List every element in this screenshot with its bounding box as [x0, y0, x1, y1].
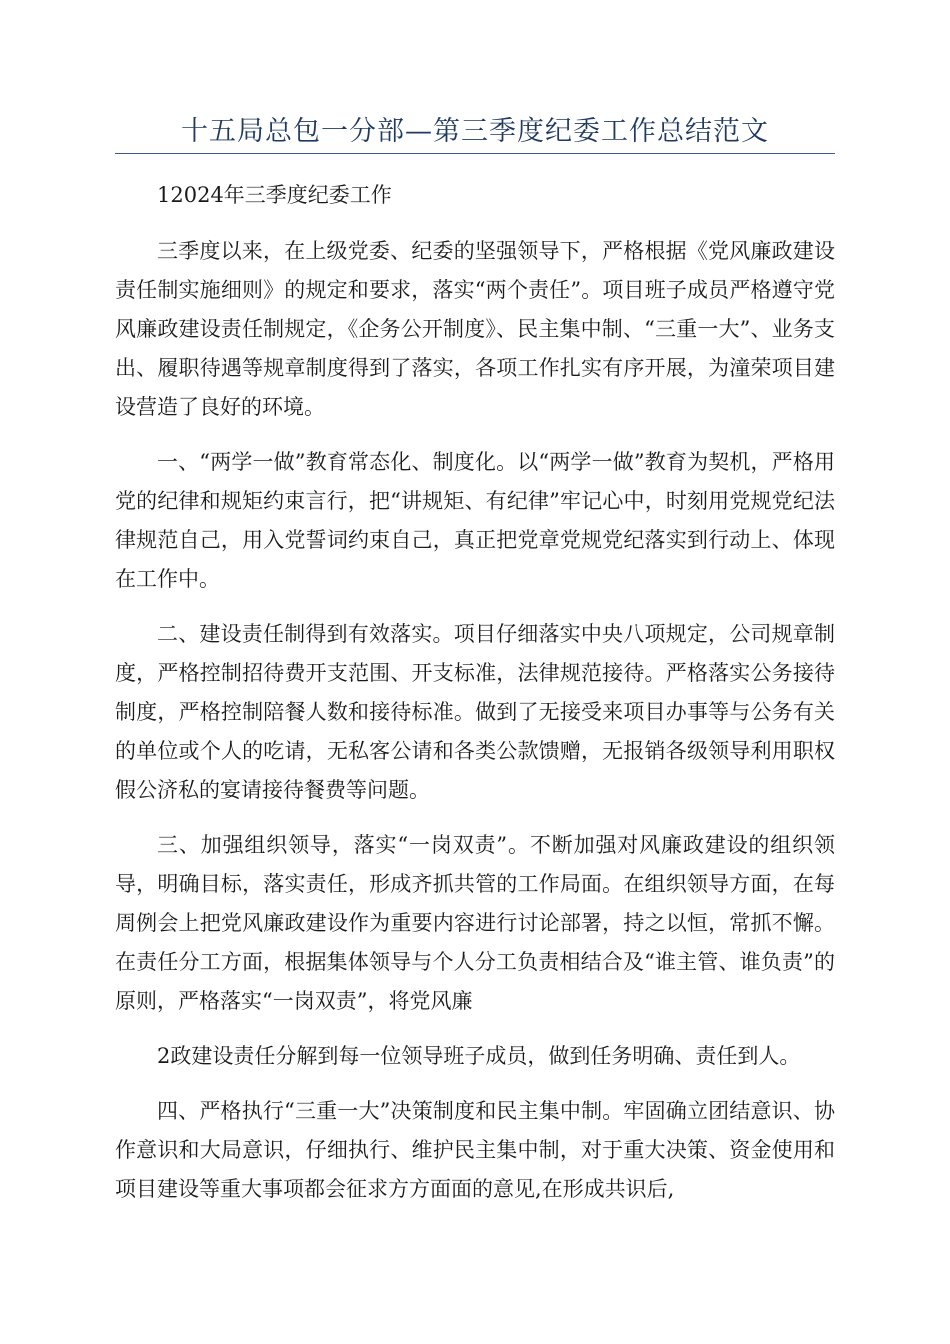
paragraph-item-3-continued: 2政建设责任分解到每一位领导班子成员，做到任务明确、责任到人。 [157, 1044, 801, 1068]
title-underline [115, 153, 835, 154]
paragraph-item-1: 一、“两学一做”教育常态化、制度化。以“两学一做”教育为契机，严格用党的纪律和规矩约束言行，把“讲规矩、有纪律”牢记心中，时刻用党规党纪法律规范自己，用入党誓词约束自己，真正把党章党规党纪落实到行动上、体现在工作中。 [115, 450, 835, 591]
paragraph-item-4: 四、严格执行“三重一大”决策制度和民主集中制。牢固确立团结意识、协作意识和大局意识，仔细执行、维护民主集中制，对于重大决策、资金使用和项目建设等重大事项都会征求方方面面的意见,在形成共识后, [115, 1099, 835, 1201]
document-body [115, 176, 835, 1225]
paragraph-intro: 三季度以来，在上级党委、纪委的坚强领导下，严格根据《党风廉政建设责任制实施细则》的规定和要求，落实“两个责任”。项目班子成员严格遵守党风廉政建设责任制规定，《企务公开制度》、民主集中制、“三重一大”、业务支出、履职待遇等规章制度得到了落实，各项工作扎实有序开展，为潼荣项目建设营造了良好的环境。 [115, 239, 835, 419]
paragraph-heading: 12024年三季度纪委工作 [157, 183, 392, 207]
document-title: 十五局总包一分部—第三季度纪委工作总结范文 [181, 116, 769, 147]
paragraph-item-2: 二、建设责任制得到有效落实。项目仔细落实中央八项规定，公司规章制度，严格控制招待费开支范围、开支标准，法律规范接待。严格落实公务接待制度，严格控制陪餐人数和接待标准。做到了无接受来项目办事等与公务有关的单位或个人的吃请，无私客公请和各类公款馈赠，无报销各级领导利用职权假公济私的宴请接待餐费等问题。 [115, 622, 835, 802]
paragraph-item-3: 三、加强组织领导，落实“一岗双责”。不断加强对风廉政建设的组织领导，明确目标，落实责任，形成齐抓共管的工作局面。在组织领导方面，在每周例会上把党风廉政建设作为重要内容进行讨论部署，持之以恒，常抓不懈。在责任分工方面，根据集体领导与个人分工负责相结合及“谁主管、谁负责”的原则，严格落实“一岗双责”，将党风廉 [115, 833, 835, 1013]
